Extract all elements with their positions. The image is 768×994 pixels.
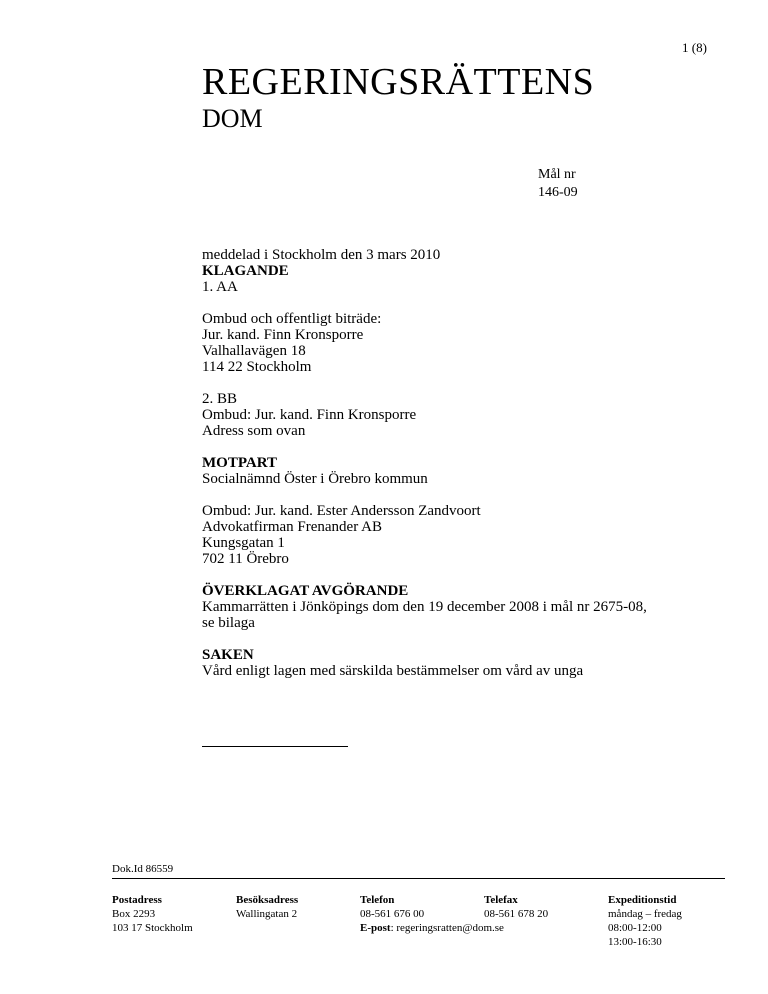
postadress-line: Box 2293 — [112, 908, 156, 920]
expeditionstid-heading: Expeditionstid — [608, 894, 677, 906]
footer-expeditionstid — [608, 893, 682, 949]
case-number-block — [538, 166, 578, 202]
footer-telefon — [360, 893, 504, 935]
klagande-heading: KLAGANDE — [202, 263, 289, 279]
footer-postadress — [112, 893, 193, 935]
klagande-party-1: 1. AA — [202, 279, 238, 295]
expeditionstid-line: 08:00-12:00 — [608, 922, 662, 934]
overklagat-heading: ÖVERKLAGAT AVGÖRANDE — [202, 583, 409, 599]
page-number: 1 (8) — [682, 40, 707, 55]
motpart-heading: MOTPART — [202, 455, 278, 471]
motpart-section — [202, 455, 722, 487]
besoksadress-line: Wallingatan 2 — [236, 908, 298, 920]
klagande-counsel-2 — [202, 407, 722, 439]
email-address[interactable]: : regeringsratten@dom.se — [390, 922, 504, 934]
saken-text: Vård enligt lagen med särskilda bestämmelser om vård av unga — [202, 663, 584, 679]
judgment-body — [202, 247, 722, 695]
document-type: DOM — [202, 104, 263, 133]
telefax-heading: Telefax — [484, 894, 518, 906]
klagande-party-2: 2. BB — [202, 391, 238, 407]
court-title: REGERINGSRÄTTENS — [202, 61, 595, 103]
klagande-section — [202, 263, 722, 295]
case-number-label: Mål nr — [538, 167, 576, 182]
telefon-heading: Telefon — [360, 894, 395, 906]
issued-line: meddelad i Stockholm den 3 mars 2010 — [202, 247, 441, 263]
counsel-line: Ombud: Jur. kand. Ester Andersson Zandvoort — [202, 503, 481, 519]
counsel-line: Advokatfirman Frenander AB — [202, 519, 382, 535]
telefax-number: 08-561 678 20 — [484, 908, 549, 920]
overklagat-section — [202, 583, 722, 631]
expeditionstid-line: måndag – fredag — [608, 908, 682, 920]
case-number: 146-09 — [538, 185, 578, 200]
telefon-number: 08-561 676 00 — [360, 908, 425, 920]
footer-telefax — [484, 893, 548, 921]
besoksadress-heading: Besöksadress — [236, 894, 299, 906]
document-id: Dok.Id 86559 — [112, 863, 174, 875]
klagande-counsel-1 — [202, 311, 722, 375]
counsel-line: 114 22 Stockholm — [202, 359, 312, 375]
overklagat-line: se bilaga — [202, 615, 255, 631]
overklagat-line: Kammarrätten i Jönköpings dom den 19 december 2008 i mål nr 2675-08, — [202, 599, 647, 615]
email-label: E-post — [360, 922, 391, 934]
saken-heading: SAKEN — [202, 647, 254, 663]
motpart-counsel — [202, 503, 722, 567]
expeditionstid-line: 13:00-16:30 — [608, 936, 662, 948]
counsel-line: Adress som ovan — [202, 423, 306, 439]
counsel-line: Kungsgatan 1 — [202, 535, 285, 551]
footer-divider — [112, 878, 725, 879]
saken-section — [202, 647, 722, 679]
signature-rule — [202, 746, 348, 747]
postadress-line: 103 17 Stockholm — [112, 922, 193, 934]
counsel-line: Valhallavägen 18 — [202, 343, 306, 359]
footer-besoksadress — [236, 893, 298, 921]
counsel-line: Jur. kand. Finn Kronsporre — [202, 327, 364, 343]
counsel-line: Ombud och offentligt biträde: — [202, 311, 382, 327]
email-line — [360, 921, 504, 935]
counsel-line: 702 11 Örebro — [202, 551, 289, 567]
postadress-heading: Postadress — [112, 894, 162, 906]
motpart-name: Socialnämnd Öster i Örebro kommun — [202, 471, 428, 487]
counsel-line: Ombud: Jur. kand. Finn Kronsporre — [202, 407, 417, 423]
